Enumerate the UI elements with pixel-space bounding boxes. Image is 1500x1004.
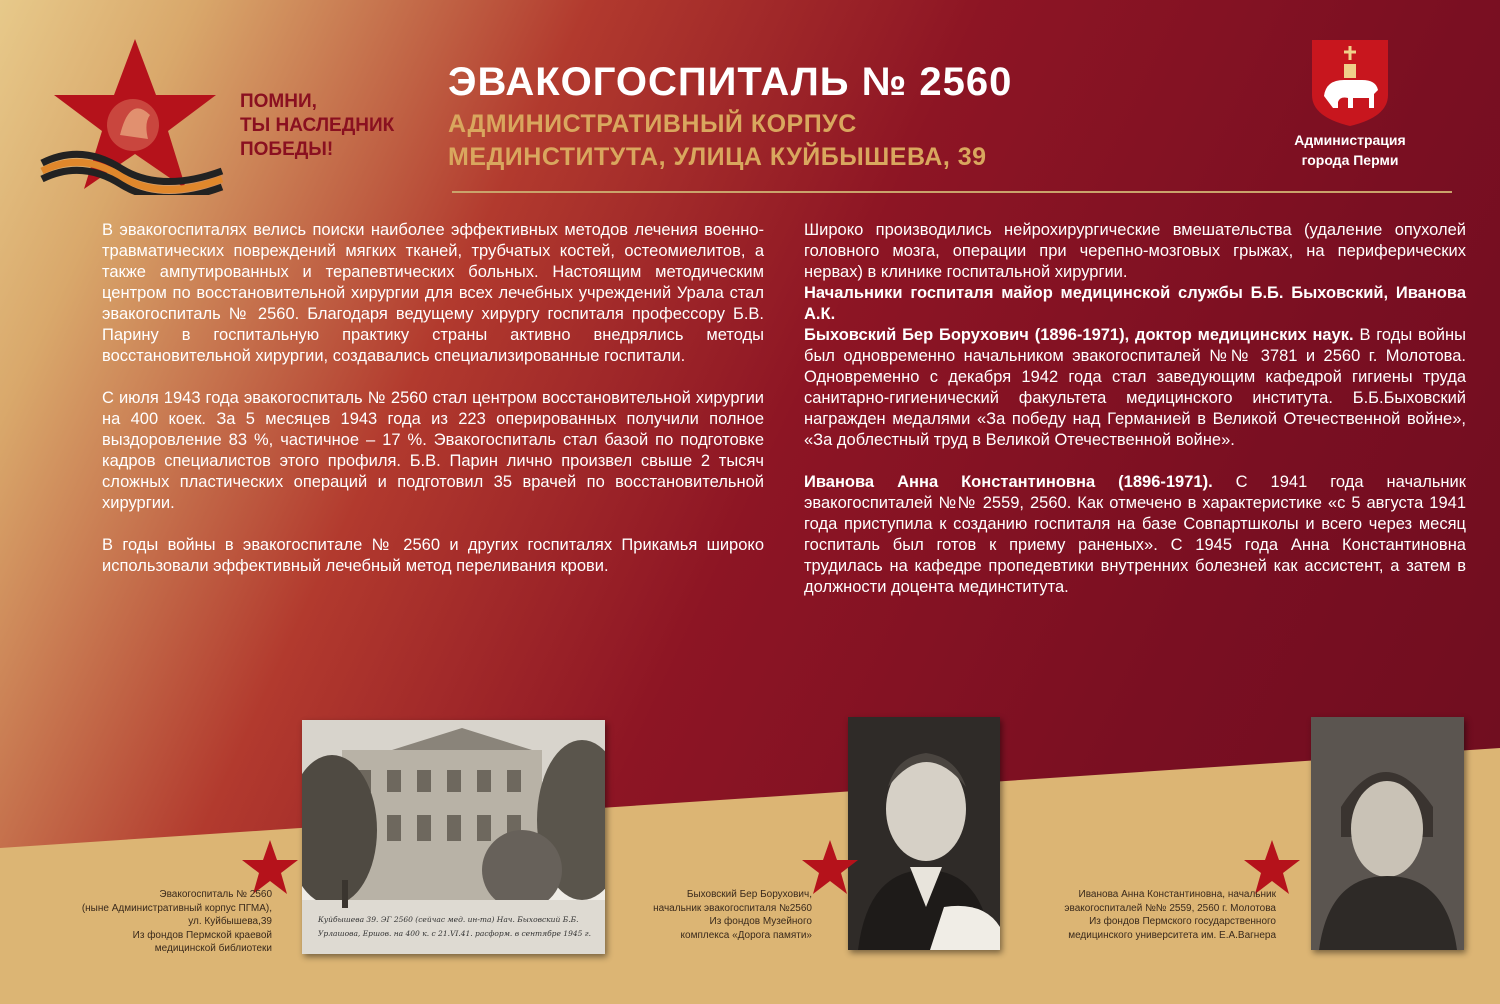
motto-line: ТЫ НАСЛЕДНИК [240, 115, 395, 136]
caption-line: медицинской библиотеки [154, 943, 272, 954]
motto-line: ПОМНИ, [240, 91, 317, 112]
bykhovsky-bio: В годы войны был одновременно начальником эвакогоспиталей №№ 3781 и 2560 г. Молотова. Одновременно с декабря 1942 года стал заведующим кафедрой гигиены труда санитарно-гигиенический факультета медицинского института. Б.Б.Быховский награжден медалями «За победу над Германией в Великой Отечественной войне», «За доблестный труд в Великой Отечественной войне». [804, 326, 1466, 449]
caption-line: комплекса «Дорога памяти» [680, 929, 812, 941]
victory-star-emblem-icon [40, 35, 230, 195]
caption-line: Из фондов Музейного [709, 916, 812, 927]
paragraph: С июля 1943 года эвакогоспиталь № 2560 стал центром восстановительной хирургии на 400 коек. За 5 месяцев 1943 года из 223 оперированных получили полное выздоровление 83 %, частичное – 17 %. Эвакогоспиталь стал базой по подготовке кадров специалистов этого профиля. Б.В. Парин лично произвел свыше 2 тысяч сложных пластических операций и подготовил 35 врачей по восстановительной хирургии. [102, 389, 764, 512]
ivanova-bio: С 1941 года начальник эвакогоспиталей №№ 2559, 2560. Как отмечено в характеристике «с 5 августа 1941 года приступила к созданию госпиталя на базе Совпартшколы и всего через месяц госпиталь был готов к приему раненых». С 1945 года Анна Константиновна трудилась на кафедре пропедевтики внутренних болезней как ассистент, а затем в должности доцента мединститута. [804, 473, 1466, 596]
right-text-column [804, 220, 1466, 598]
ivanova-portrait-photo [1311, 717, 1464, 950]
caption-line: ул. Куйбышева,39 [188, 916, 272, 927]
chiefs-heading: Начальники госпиталя майор медицинской службы Б.Б. Быховский, Иванова А.К. [804, 284, 1466, 323]
subtitle-line: МЕДИНСТИТУТА, УЛИЦА КУЙБЫШЕВА, 39 [448, 143, 987, 171]
building-photo-caption [80, 888, 272, 956]
subtitle-line: АДМИНИСТРАТИВНЫЙ КОРПУС [448, 110, 857, 138]
perm-coat-of-arms-icon [1310, 38, 1390, 128]
bykhovsky-paragraph [804, 325, 1466, 451]
photo-handwritten-note [318, 913, 603, 941]
handwriting-line: Куйбышева 39. ЭГ 2560 (сейчас мед. ин-та) Нач. Быховский Б.Б. [318, 915, 579, 924]
header-divider [452, 191, 1452, 193]
caption-line: Иванова Анна Константиновна, начальник [1078, 889, 1276, 900]
bykhovsky-portrait-photo [848, 717, 1000, 950]
caption-line: Из фондов Пермского государственного [1089, 916, 1276, 927]
motto-line: ПОБЕДЫ! [240, 139, 334, 160]
page-title: ЭВАКОГОСПИТАЛЬ № 2560 [448, 60, 1013, 104]
caption-line: Эвакогоспиталь № 2560 [159, 889, 272, 900]
admin-line: города Перми [1301, 152, 1399, 168]
left-text-column [102, 220, 764, 577]
paragraph: В годы войны в эвакогоспитале № 2560 и других госпиталях Прикамья широко использовали эффективный лечебный метод переливания крови. [102, 536, 764, 575]
ivanova-paragraph [804, 472, 1466, 598]
paragraph: Широко производились нейрохирургические вмешательства (удаление опухолей головного мозга, операции при черепно-мозговых грыжах, на периферических нервах) в клинике госпитальной хирургии. [804, 221, 1466, 281]
caption-line: эвакогоспиталей №№ 2559, 2560 г. Молотова [1064, 902, 1276, 914]
paragraph: В эвакогоспиталях велись поиски наиболее эффективных методов лечения военно-травматических повреждений мягких тканей, трубчатых костей, остеомиелитов, а также ампутированных и терапевтических больных. Настоящим методическим центром по восстановительной хирургии для всех лечебных учреждений Урала стал эвакогоспиталь № 2560. Благодаря ведущему хирургу госпиталя профессору Б.В. Парину в госпитальную практику страны активно внедрялись методы восстановительной хирургии, создавались специализированные госпитали. [102, 221, 764, 365]
caption-line: Быховский Бер Борухович, [686, 889, 812, 900]
caption-line: начальник эвакогоспиталя №2560 [653, 902, 812, 914]
handwriting-line: Урлашова, Ершов. на 400 к. с 21.VI.41. расформ. в сентябре 1945 г. [318, 929, 591, 938]
caption-line: (ныне Административный корпус ПГМА), [81, 902, 272, 914]
admin-line: Администрация [1294, 132, 1406, 148]
bykhovsky-name: Быховский Бер Борухович (1896-1971), доктор медицинских наук. [804, 326, 1354, 344]
administration-label [1270, 130, 1430, 170]
caption-line: Из фондов Пермской краевой [132, 929, 272, 941]
ivanova-photo-caption [1040, 888, 1276, 942]
ivanova-name: Иванова Анна Константиновна (1896-1971). [804, 473, 1213, 491]
motto-text [240, 90, 394, 162]
page-subtitle [448, 108, 987, 174]
bykhovsky-photo-caption [612, 888, 812, 942]
caption-line: медицинского университета им. Е.А.Вагнера [1068, 929, 1276, 941]
